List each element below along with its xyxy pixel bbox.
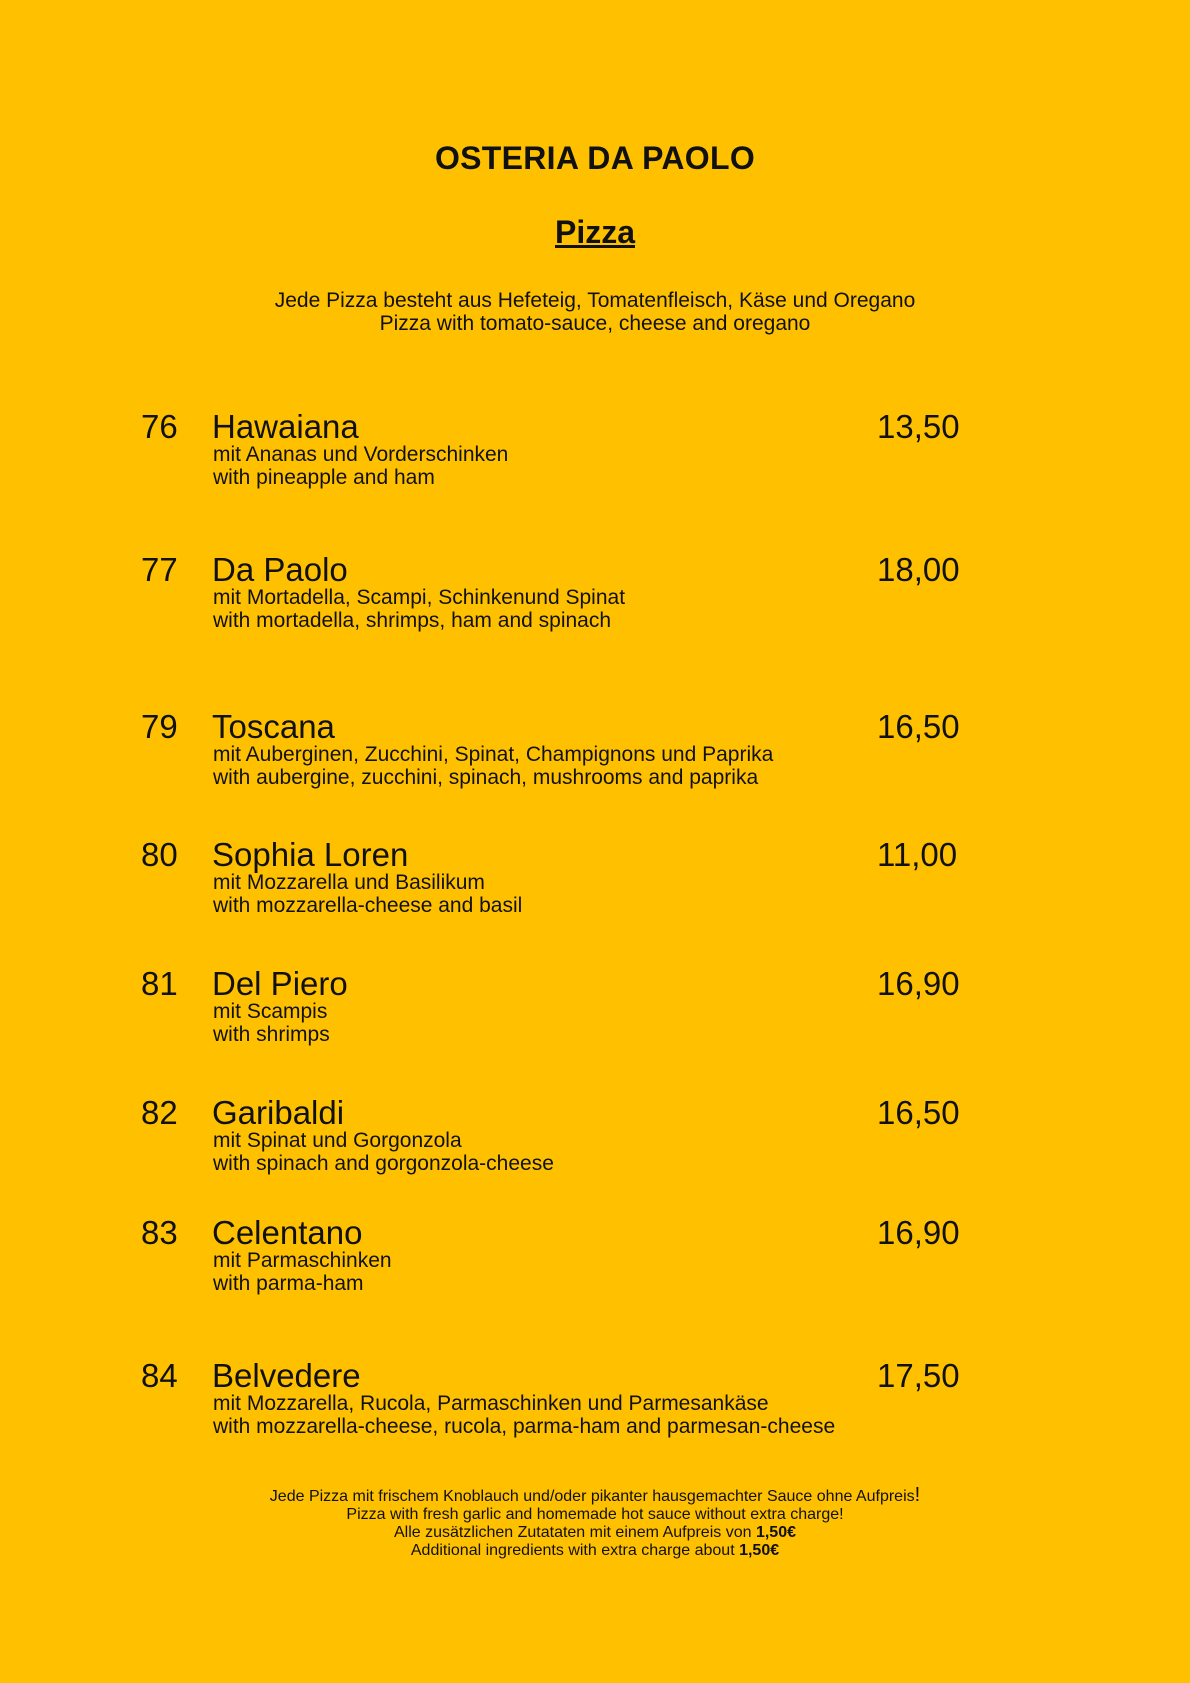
item-desc-de: mit Scampis <box>213 1000 328 1023</box>
footer-line-4-text: Additional ingredients with extra charge about <box>410 1542 740 1559</box>
menu-item <box>0 835 1190 925</box>
item-name: Celentano <box>212 1214 363 1251</box>
footer-line-2: Pizza with fresh garlic and homemade hot sauce without extra charge! <box>346 1506 844 1523</box>
menu-item <box>0 1093 1190 1183</box>
item-desc-en: with aubergine, zucchini, spinach, mushrooms and paprika <box>213 766 759 789</box>
item-desc-de: mit Auberginen, Zucchini, Spinat, Champignons und Paprika <box>213 743 774 766</box>
footer-line-3-text: Alle zusätzlichen Zutataten mit einem Aufpreis von <box>393 1524 756 1541</box>
intro-text <box>0 289 1190 335</box>
item-number: 80 <box>141 836 178 873</box>
item-name: Del Piero <box>212 965 348 1002</box>
item-desc-en: with pineapple and ham <box>213 466 435 489</box>
item-description <box>213 443 508 489</box>
item-name: Garibaldi <box>212 1094 345 1131</box>
item-description <box>213 871 522 917</box>
item-price: 11,00 <box>877 836 958 873</box>
item-name: Hawaiana <box>212 408 359 445</box>
footer-line-4-price: 1,50€ <box>739 1542 780 1559</box>
item-desc-de: mit Mozzarella, Rucola, Parmaschinken und Parmesankäse <box>213 1392 769 1415</box>
item-price: 16,50 <box>877 1094 960 1131</box>
item-price: 16,50 <box>877 708 960 745</box>
item-desc-de: mit Mozzarella und Basilikum <box>213 871 485 894</box>
item-number: 84 <box>141 1357 178 1394</box>
item-number: 82 <box>141 1094 178 1131</box>
item-desc-de: mit Ananas und Vorderschinken <box>213 443 509 466</box>
footer-line-3-price: 1,50€ <box>755 1524 796 1541</box>
item-description <box>213 586 625 632</box>
item-number: 83 <box>141 1214 178 1251</box>
footer-line-3 <box>0 1524 1190 1542</box>
item-price: 16,90 <box>877 965 960 1002</box>
item-description <box>213 1000 330 1046</box>
footer-note <box>0 1486 1190 1560</box>
footer-line-1-text: Jede Pizza mit frischem Knoblauch und/oder pikanter hausgemachter Sauce ohne Aufpreis <box>269 1488 915 1505</box>
item-desc-en: with mozzarella-cheese, rucola, parma-ham and parmesan-cheese <box>213 1415 836 1438</box>
item-name: Da Paolo <box>212 551 348 588</box>
item-desc-en: with mozzarella-cheese and basil <box>213 894 523 917</box>
restaurant-title: OSTERIA DA PAOLO <box>434 140 756 176</box>
menu-item <box>0 407 1190 497</box>
item-name: Toscana <box>212 708 335 745</box>
item-desc-de: mit Spinat und Gorgonzola <box>213 1129 462 1152</box>
section-title: Pizza <box>554 214 636 250</box>
item-number: 77 <box>141 551 178 588</box>
item-price: 17,50 <box>877 1357 960 1394</box>
footer-line-4 <box>0 1542 1190 1560</box>
item-desc-en: with shrimps <box>213 1023 330 1046</box>
item-description <box>213 1392 835 1438</box>
item-name: Sophia Loren <box>212 836 409 873</box>
menu-item <box>0 550 1190 640</box>
item-description <box>213 1249 392 1295</box>
item-description <box>213 1129 554 1175</box>
item-number: 81 <box>141 965 178 1002</box>
item-desc-en: with parma-ham <box>213 1272 364 1295</box>
item-number: 76 <box>141 408 178 445</box>
item-price: 16,90 <box>877 1214 960 1251</box>
menu-item <box>0 707 1190 797</box>
item-desc-de: mit Parmaschinken <box>213 1249 392 1272</box>
item-desc-de: mit Mortadella, Scampi, Schinkenund Spinat <box>213 586 626 609</box>
intro-line-en: Pizza with tomato-sauce, cheese and oregano <box>379 312 811 335</box>
item-price: 18,00 <box>877 551 960 588</box>
footer-line-1-exclamation: ! <box>914 1484 921 1506</box>
item-description <box>213 743 773 789</box>
menu-item <box>0 1356 1190 1446</box>
intro-line-de: Jede Pizza besteht aus Hefeteig, Tomatenfleisch, Käse und Oregano <box>274 289 916 312</box>
menu-item <box>0 964 1190 1054</box>
item-price: 13,50 <box>877 408 960 445</box>
item-name: Belvedere <box>212 1357 361 1394</box>
item-desc-en: with mortadella, shrimps, ham and spinach <box>213 609 612 632</box>
footer-line-1 <box>0 1486 1190 1506</box>
item-desc-en: with spinach and gorgonzola-cheese <box>213 1152 554 1175</box>
menu-item <box>0 1213 1190 1303</box>
item-number: 79 <box>141 708 178 745</box>
